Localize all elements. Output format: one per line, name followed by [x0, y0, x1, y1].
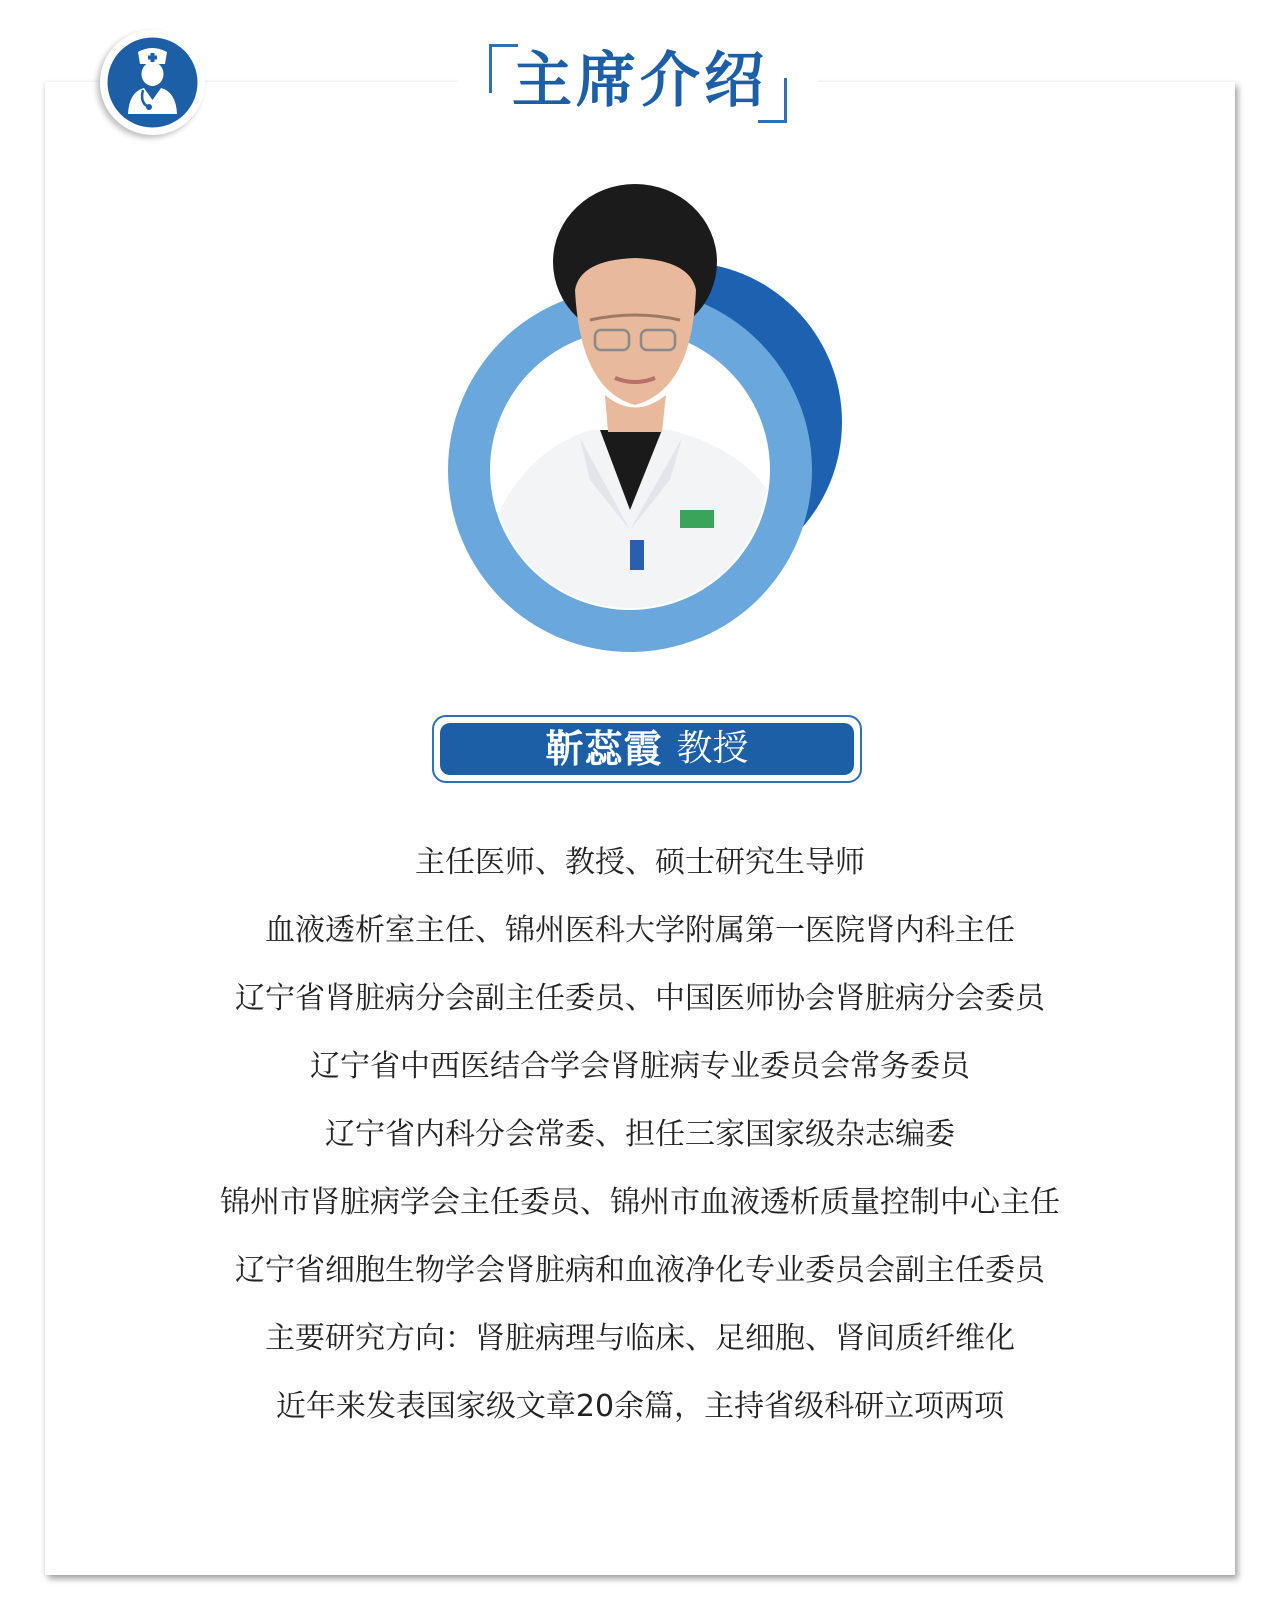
bio-line: 血液透析室主任、锦州医科大学附属第一医院肾内科主任 — [265, 913, 1015, 948]
person-title: 教授 — [676, 728, 749, 769]
name-plate-inner — [440, 723, 854, 775]
bio-line: 锦州市肾脏病学会主任委员、锦州市血液透析质量控制中心主任 — [220, 1185, 1060, 1220]
bio-line: 主任医师、教授、硕士研究生导师 — [415, 845, 865, 880]
person-name: 靳蕊霞 — [545, 727, 663, 771]
bio-line: 辽宁省肾脏病分会副主任委员、中国医师协会肾脏病分会委员 — [235, 981, 1045, 1016]
title-bracket-close — [758, 78, 787, 123]
bio-list — [60, 829, 1220, 1441]
page-title: 主席介绍 — [512, 46, 768, 116]
name-plate — [432, 715, 862, 783]
bio-line: 近年来发表国家级文章20余篇，主持省级科研立项两项 — [275, 1389, 1005, 1424]
portrait-frame — [430, 180, 870, 660]
bio-line: 辽宁省细胞生物学会肾脏病和血液净化专业委员会副主任委员 — [235, 1253, 1045, 1288]
bio-line: 主要研究方向：肾脏病理与临床、足细胞、肾间质纤维化 — [265, 1321, 1015, 1356]
bio-line: 辽宁省中西医结合学会肾脏病专业委员会常务委员 — [310, 1049, 970, 1084]
bio-line: 辽宁省内科分会常委、担任三家国家级杂志编委 — [325, 1117, 955, 1152]
portrait — [430, 180, 870, 664]
